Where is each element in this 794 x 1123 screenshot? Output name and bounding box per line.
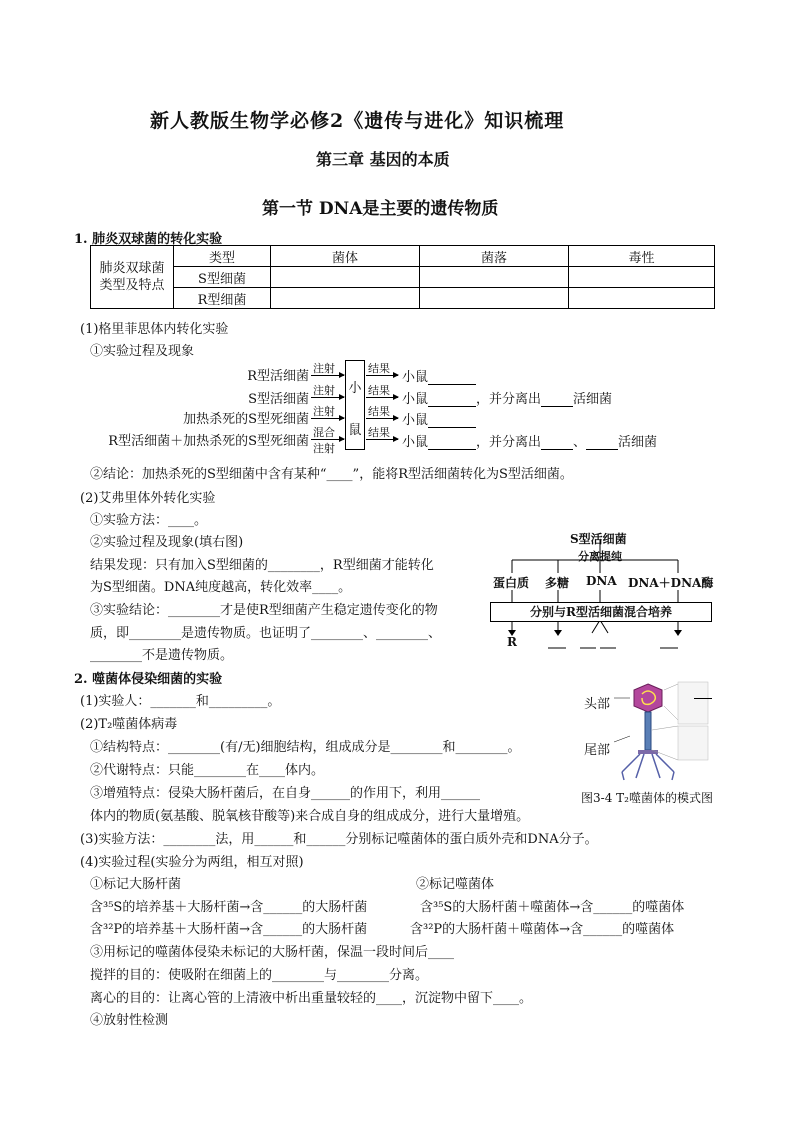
experimenters: (1)实验人：_______和_________。 [80,694,281,709]
input-label: R型活细菌 [247,369,309,384]
table-row-label: 肺炎双球菌 类型及特点 [91,246,174,309]
arrow [366,397,398,398]
infect-line: ③用标记的噬菌体侵染未标记的大肠杆菌，保温一段时间后____ [90,945,455,960]
table-cell [271,267,420,288]
arrow [366,375,398,376]
diagram-item: DNA＋DNA酶 [628,576,714,590]
detect-line: ④放射性检测 [90,1013,169,1028]
arrow [311,397,344,398]
process-heading: (4)实验过程(实验分为两组，相互对照) [80,855,304,870]
avery-finding: 为S型细菌。DNA纯度越高，转化效率____。 [90,580,352,595]
table-cell [271,288,420,309]
table-cell [569,267,715,288]
table-header: 菌落 [420,246,569,267]
virus-heading: (2)T₂噬菌体病毒 [80,717,178,732]
part2-heading: 2. 噬菌体侵染细菌的实验 [74,672,223,687]
diagram-item: 多糖 [545,576,570,590]
method-line: (3)实验方法：________法，用______和______分别标记噬菌体的蛋白质外壳和DNA分子。 [80,832,598,847]
table-header: 菌体 [271,246,420,267]
phage-p32: 含³²P的大肠杆菌＋噬菌体→含______的噬菌体 [410,922,675,937]
arrow [311,418,344,419]
phage-s35: 含³⁵S的大肠杆菌＋噬菌体→含______的噬菌体 [420,900,685,915]
arrow [311,439,344,440]
diagram-item: DNA [586,574,617,588]
phage-illustration [612,680,712,785]
mouse-box: 小 鼠 [345,360,365,450]
avery-heading: (2)艾弗里体外转化实验 [80,491,216,506]
inject-label: 注射 [313,384,335,397]
diagram-item: 蛋白质 [493,576,530,590]
bacteria-table [90,245,715,309]
page-title: 新人教版生物学必修2《遗传与进化》知识梳理 [150,110,565,132]
inject-label: 注射 [313,405,335,418]
structure-feature: ①结构特点：________(有/无)细胞结构，组成成分是________和________。 [90,740,521,755]
figure-blank [694,698,712,699]
table-cell [569,288,715,309]
input-label: 加热杀死的S型死细菌 [183,412,309,427]
tail-label: 尾部 [584,743,611,758]
table-row-type: R型细菌 [174,288,271,309]
part1-heading: 1. 肺炎双球菌的转化实验 [74,232,223,247]
result-label: 结果 [368,362,390,375]
diagram-lines [490,540,720,660]
label-ecoli: ①标记大肠杆菌 [90,877,182,892]
chapter-title: 第三章 基因的本质 [316,150,450,169]
arrow [366,439,398,440]
arrow [366,418,398,419]
outcome-row-3: 小鼠 [402,409,476,428]
input-label: R型活细菌＋加热杀死的S型死细菌 [108,434,309,449]
outcome-row-2: 小鼠 ，并分离出 活细菌 [402,392,613,407]
centrifuge-line: 离心的目的：让离心管的上清液中析出重量较轻的____，沉淀物中留下____。 [90,991,533,1006]
metabolism-feature: ②代谢特点：只能________在____体内。 [90,763,325,778]
avery-method: ①实验方法：____。 [90,513,208,528]
ecoli-p32: 含³²P的培养基＋大肠杆菌→含______的大肠杆菌 [90,922,368,937]
table-row-type: S型细菌 [174,267,271,288]
arrow [311,375,344,376]
avery-process: ②实验过程及现象(填右图) [90,535,244,550]
input-label: S型活细菌 [248,392,309,407]
table-header: 类型 [174,246,271,267]
table-header: 毒性 [569,246,715,267]
ecoli-s35: 含³⁵S的培养基＋大肠杆菌→含______的大肠杆菌 [90,900,368,915]
outcome-row-1: 小鼠 [402,366,476,385]
diagram-result-r: R [507,635,517,649]
head-label: 头部 [584,697,611,712]
reproduction-feature: 体内的物质(氨基酸、脱氧核苷酸等)来合成自身的组成成分，进行大量增殖。 [90,809,530,824]
inject-label: 注射 [313,442,335,455]
griffith-sub1: ①实验过程及现象 [90,344,195,359]
outcome-row-4: 小鼠 ，并分离出 、 活细菌 [402,435,658,450]
avery-conclusion: ③实验结论：________才是使R型细菌产生稳定遗传变化的物 [90,603,438,618]
griffith-heading: (1)格里菲思体内转化实验 [80,322,229,337]
result-label: 结果 [368,405,390,418]
result-label: 结果 [368,426,390,439]
avery-conclusion: 质，即________是遗传物质。也证明了________、________、 [90,626,442,641]
reproduction-feature: ③增殖特点：侵染大肠杆菌后，在自身______的作用下，利用______ [90,786,481,801]
griffith-conclusion: ②结论：加热杀死的S型细菌中含有某种“____”，能将R型活细菌转化为S型活细菌。 [90,467,573,482]
label-phage: ②标记噬菌体 [416,877,495,892]
mix-label: 混合 [313,426,335,439]
diagram-sub: 分离提纯 [578,550,622,563]
avery-finding: 结果发现：只有加入S型细菌的________，R型细菌才能转化 [90,558,434,573]
diagram-top: S型活细菌 [570,532,627,546]
result-label: 结果 [368,384,390,397]
figure-caption: 图3-4 T₂噬菌体的模式图 [581,791,713,805]
table-cell [420,288,569,309]
avery-conclusion: ________不是遗传物质。 [90,648,234,663]
stir-line: 搅拌的目的：使吸附在细菌上的________与________分离。 [90,968,429,983]
inject-label: 注射 [313,362,335,375]
table-cell [420,267,569,288]
section-title: 第一节 DNA是主要的遗传物质 [262,199,499,219]
diagram-box: 分别与R型活细菌混合培养 [490,602,712,622]
